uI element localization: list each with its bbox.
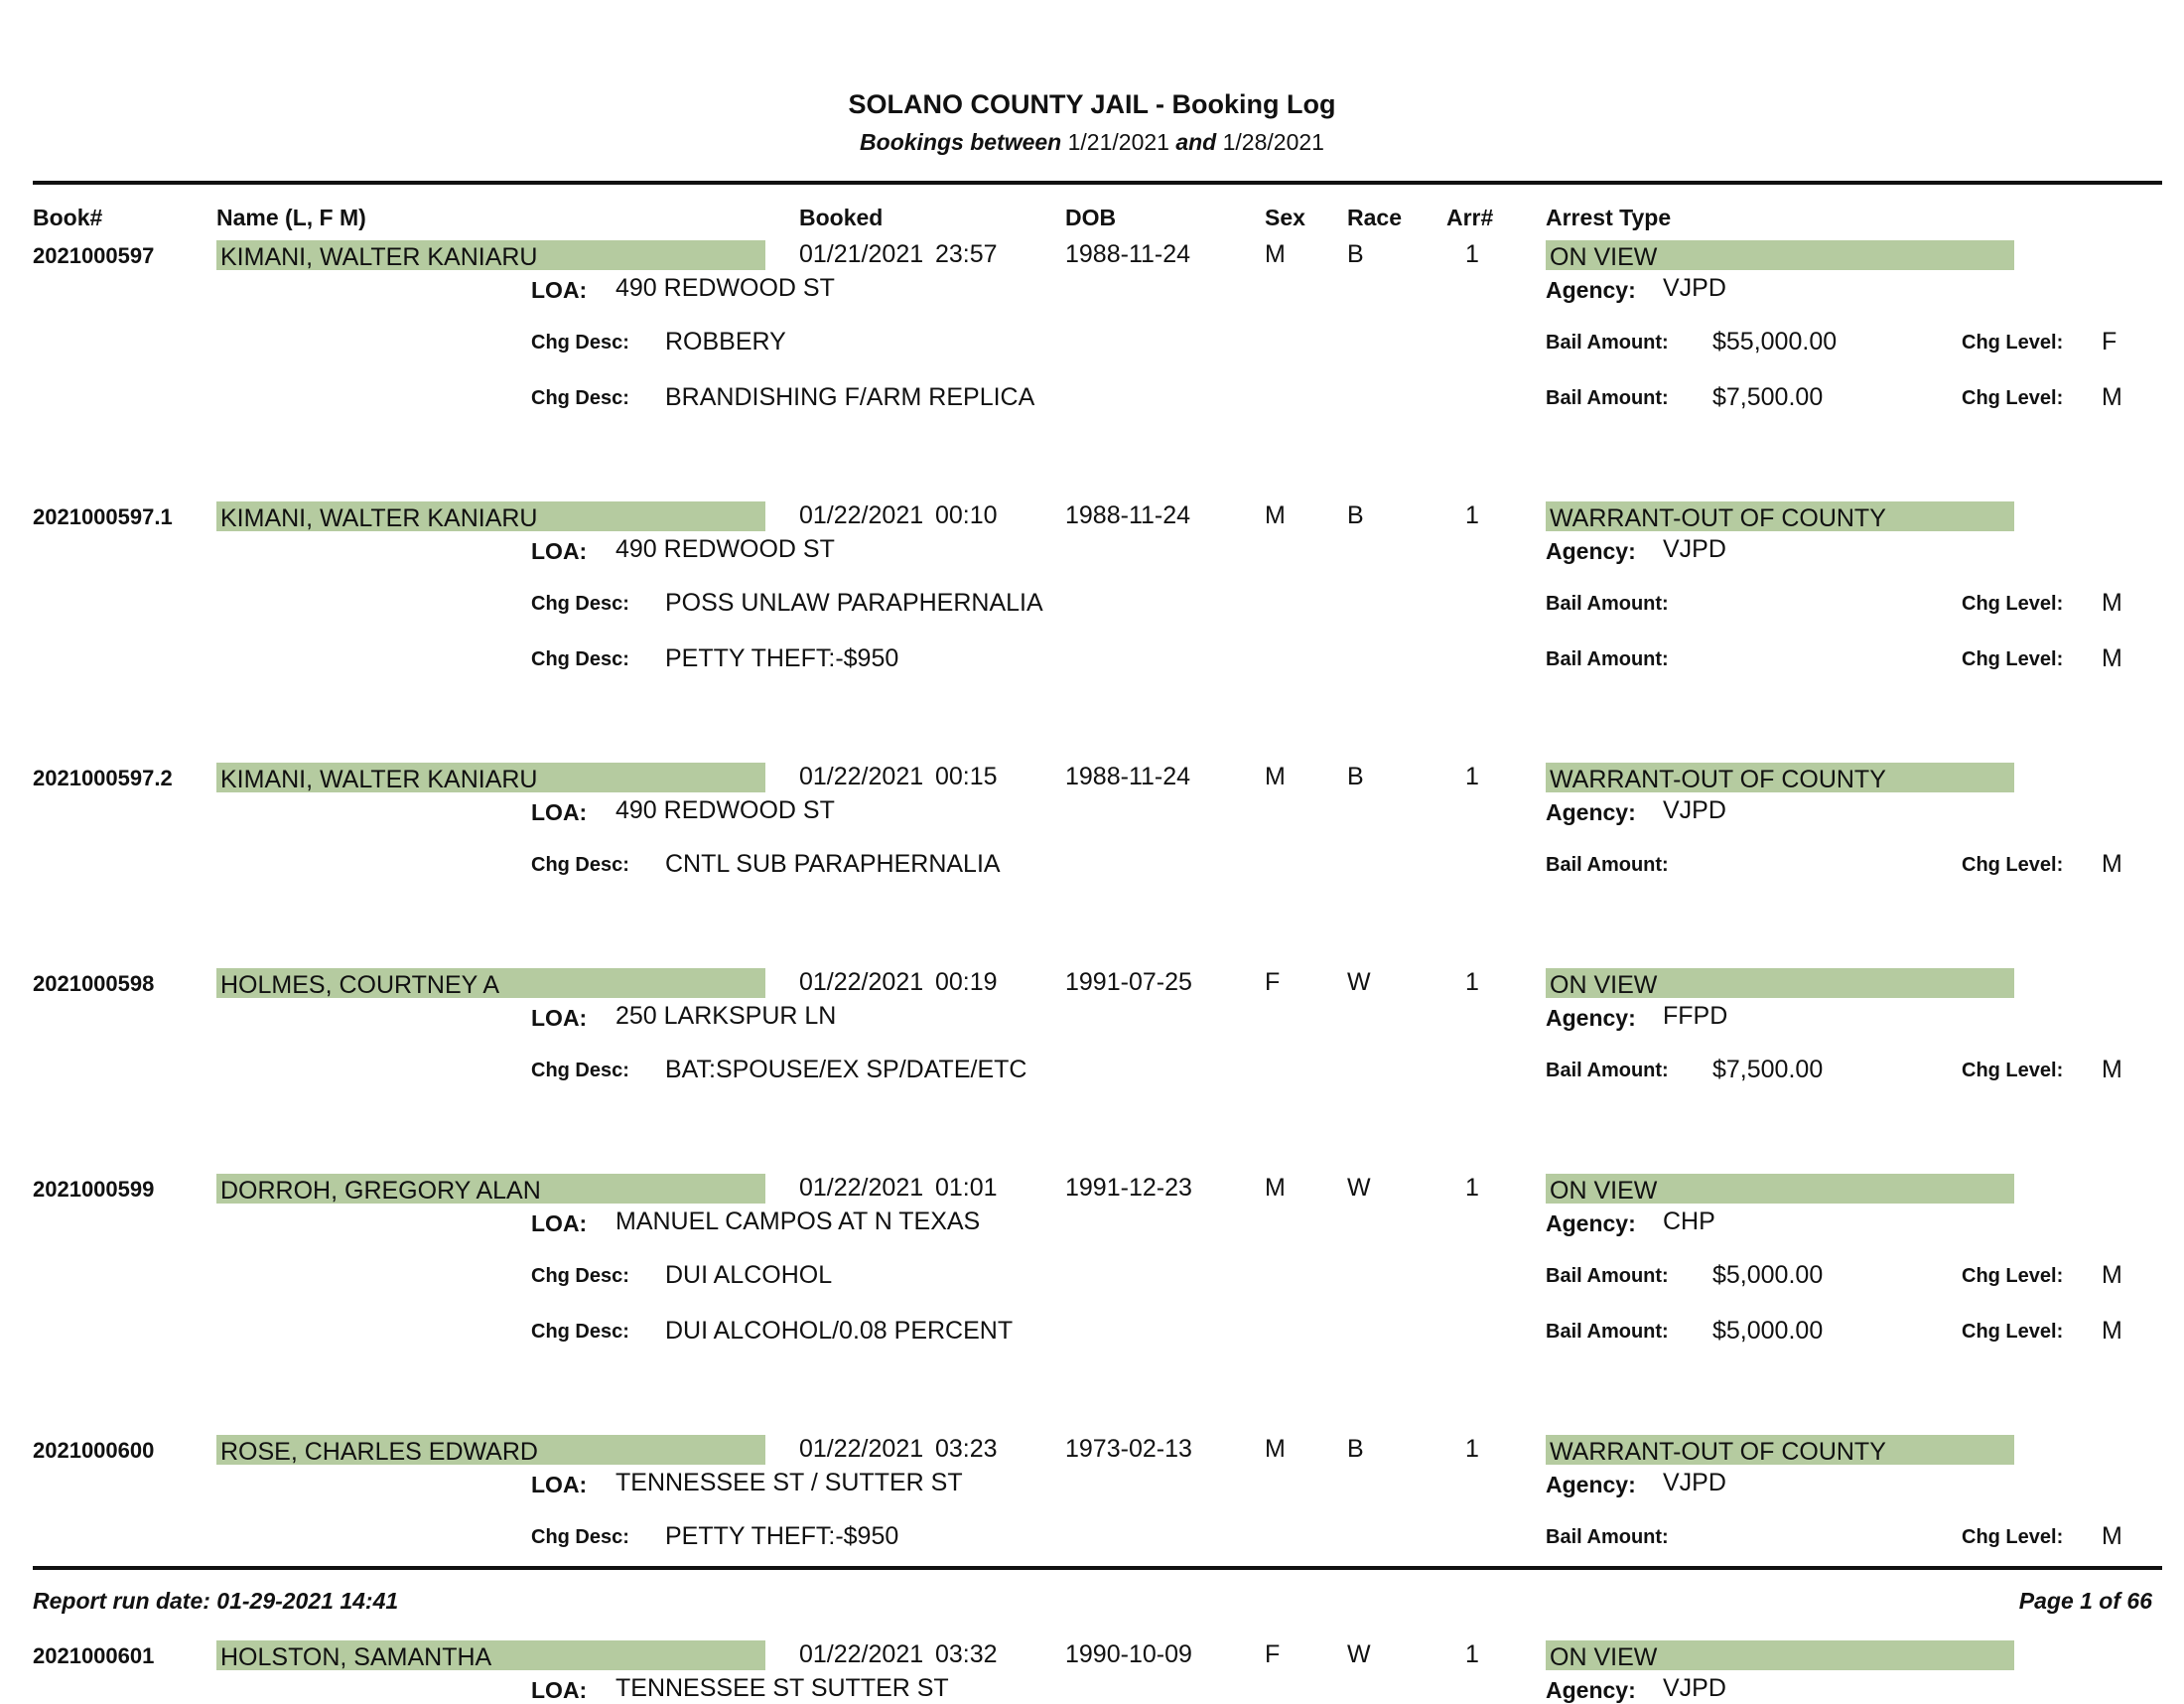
booked-date: 01/22/2021 [799, 1435, 924, 1463]
chg-desc-label: Chg Desc: [531, 854, 629, 876]
agency-label: Agency: [1546, 1472, 1636, 1497]
start-date: 1/21/2021 [1067, 129, 1169, 155]
column-header-race: Race [1347, 205, 1402, 230]
race: W [1347, 1640, 1371, 1668]
chg-level-label: Chg Level: [1962, 332, 2064, 354]
arrest-type: WARRANT-OUT OF COUNTY [1546, 501, 2014, 531]
end-date: 1/28/2021 [1222, 129, 1324, 155]
inmate-name: HOLSTON, SAMANTHA [216, 1640, 765, 1670]
loa-value: 250 LARKSPUR LN [615, 1002, 837, 1030]
loa-label: LOA: [531, 277, 588, 303]
chg-level-label: Chg Level: [1962, 593, 2064, 615]
chg-desc-value: POSS UNLAW PARAPHERNALIA [665, 589, 1043, 617]
bail-amount-value: $55,000.00 [1712, 328, 1838, 355]
inmate-name: ROSE, CHARLES EDWARD [216, 1435, 765, 1465]
sex: F [1265, 1640, 1281, 1668]
agency-label: Agency: [1546, 799, 1636, 825]
sex: M [1265, 763, 1286, 790]
column-header-booked: Booked [799, 205, 884, 230]
arrest-number: 1 [1465, 1435, 1479, 1463]
report-subtitle [0, 129, 2184, 156]
chg-desc-value: DUI ALCOHOL [665, 1261, 833, 1289]
bail-amount-label: Bail Amount: [1546, 332, 1669, 354]
footer-rule [33, 1566, 2162, 1570]
book-number: 2021000600 [33, 1438, 155, 1463]
booked-date: 01/22/2021 [799, 1174, 924, 1202]
arrest-number: 1 [1465, 968, 1479, 996]
loa-value: 490 REDWOOD ST [615, 274, 835, 302]
loa-label: LOA: [531, 1472, 588, 1497]
agency-value: FFPD [1663, 1002, 1728, 1030]
chg-desc-value: PETTY THEFT:-$950 [665, 1522, 899, 1550]
bail-amount-label: Bail Amount: [1546, 1321, 1669, 1343]
loa-label: LOA: [531, 799, 588, 825]
loa-value: TENNESSEE ST / SUTTER ST [615, 1469, 963, 1496]
booked-time: 03:32 [935, 1640, 998, 1668]
chg-level-value: M [2102, 383, 2122, 411]
loa-value: TENNESSEE ST SUTTER ST [615, 1674, 949, 1702]
column-header-name: Name (L, F M) [216, 205, 366, 230]
loa-value: MANUEL CAMPOS AT N TEXAS [615, 1207, 981, 1235]
agency-value: VJPD [1663, 274, 1726, 302]
agency-label: Agency: [1546, 277, 1636, 303]
chg-level-value: M [2102, 850, 2122, 878]
bail-amount-label: Bail Amount: [1546, 854, 1669, 876]
chg-level-label: Chg Level: [1962, 854, 2064, 876]
loa-label: LOA: [531, 1210, 588, 1236]
agency-value: CHP [1663, 1207, 1715, 1235]
arrest-type: ON VIEW [1546, 240, 2014, 270]
bail-amount-value: $5,000.00 [1712, 1317, 1824, 1345]
booked-time: 03:23 [935, 1435, 998, 1463]
book-number: 2021000597.2 [33, 766, 173, 790]
page-number: Page 1 of 66 [2018, 1588, 2152, 1614]
arrest-number: 1 [1465, 763, 1479, 790]
arrest-type: ON VIEW [1546, 968, 2014, 998]
chg-level-value: M [2102, 589, 2122, 617]
chg-desc-value: CNTL SUB PARAPHERNALIA [665, 850, 1001, 878]
chg-desc-label: Chg Desc: [531, 593, 629, 615]
arrest-type: WARRANT-OUT OF COUNTY [1546, 1435, 2014, 1465]
chg-level-label: Chg Level: [1962, 648, 2064, 670]
booked-time: 01:01 [935, 1174, 998, 1202]
bail-amount-label: Bail Amount: [1546, 387, 1669, 409]
bail-amount-label: Bail Amount: [1546, 1265, 1669, 1287]
dob: 1991-07-25 [1065, 968, 1192, 996]
loa-label: LOA: [531, 1677, 588, 1703]
arrest-type: WARRANT-OUT OF COUNTY [1546, 763, 2014, 792]
chg-desc-value: PETTY THEFT:-$950 [665, 644, 899, 672]
chg-desc-label: Chg Desc: [531, 1526, 629, 1548]
arrest-type: ON VIEW [1546, 1174, 2014, 1204]
chg-level-label: Chg Level: [1962, 387, 2064, 409]
inmate-name: HOLMES, COURTNEY A [216, 968, 765, 998]
dob: 1988-11-24 [1065, 240, 1191, 268]
chg-desc-label: Chg Desc: [531, 648, 629, 670]
booked-time: 23:57 [935, 240, 998, 268]
column-header-book: Book# [33, 205, 103, 230]
sex: M [1265, 240, 1286, 268]
loa-label: LOA: [531, 1005, 588, 1031]
race: B [1347, 1435, 1364, 1463]
booked-time: 00:15 [935, 763, 998, 790]
chg-desc-label: Chg Desc: [531, 1060, 629, 1081]
race: W [1347, 1174, 1371, 1202]
chg-level-label: Chg Level: [1962, 1526, 2064, 1548]
book-number: 2021000598 [33, 971, 155, 996]
race: W [1347, 968, 1371, 996]
loa-label: LOA: [531, 538, 588, 564]
inmate-name: KIMANI, WALTER KANIARU [216, 763, 765, 792]
inmate-name: KIMANI, WALTER KANIARU [216, 501, 765, 531]
book-number: 2021000601 [33, 1643, 155, 1668]
chg-level-label: Chg Level: [1962, 1265, 2064, 1287]
chg-desc-label: Chg Desc: [531, 1265, 629, 1287]
bail-amount-value: $7,500.00 [1712, 1056, 1824, 1083]
column-header-dob: DOB [1065, 205, 1117, 230]
book-number: 2021000597.1 [33, 504, 173, 529]
race: B [1347, 240, 1364, 268]
subtitle-and: and [1175, 129, 1217, 155]
bail-amount-label: Bail Amount: [1546, 1526, 1669, 1548]
arrest-number: 1 [1465, 1640, 1479, 1668]
agency-label: Agency: [1546, 1210, 1636, 1236]
bail-amount-label: Bail Amount: [1546, 593, 1669, 615]
book-number: 2021000597 [33, 243, 155, 268]
dob: 1990-10-09 [1065, 1640, 1192, 1668]
column-header-arrest-type: Arrest Type [1546, 205, 1672, 230]
dob: 1988-11-24 [1065, 763, 1191, 790]
chg-desc-value: BAT:SPOUSE/EX SP/DATE/ETC [665, 1056, 1027, 1083]
book-number: 2021000599 [33, 1177, 155, 1202]
chg-level-value: M [2102, 1056, 2122, 1083]
arrest-number: 1 [1465, 240, 1479, 268]
header-rule [33, 181, 2162, 185]
column-header-sex: Sex [1265, 205, 1305, 230]
sex: M [1265, 1174, 1286, 1202]
agency-value: VJPD [1663, 535, 1726, 563]
chg-desc-label: Chg Desc: [531, 332, 629, 354]
agency-value: VJPD [1663, 1674, 1726, 1702]
inmate-name: KIMANI, WALTER KANIARU [216, 240, 765, 270]
booked-date: 01/22/2021 [799, 1640, 924, 1668]
sex: F [1265, 968, 1281, 996]
chg-level-value: M [2102, 1261, 2122, 1289]
agency-label: Agency: [1546, 1005, 1636, 1031]
bail-amount-value: $5,000.00 [1712, 1261, 1824, 1289]
chg-level-value: M [2102, 1317, 2122, 1345]
arrest-type: ON VIEW [1546, 1640, 2014, 1670]
booked-date: 01/21/2021 [799, 240, 924, 268]
dob: 1988-11-24 [1065, 501, 1191, 529]
booked-time: 00:10 [935, 501, 998, 529]
loa-value: 490 REDWOOD ST [615, 535, 835, 563]
loa-value: 490 REDWOOD ST [615, 796, 835, 824]
booked-time: 00:19 [935, 968, 998, 996]
agency-label: Agency: [1546, 1677, 1636, 1703]
column-header-arr: Arr# [1446, 205, 1494, 230]
race: B [1347, 501, 1364, 529]
booked-date: 01/22/2021 [799, 501, 924, 529]
arrest-number: 1 [1465, 501, 1479, 529]
booked-date: 01/22/2021 [799, 763, 924, 790]
bail-amount-label: Bail Amount: [1546, 648, 1669, 670]
subtitle-prefix: Bookings between [860, 129, 1062, 155]
sex: M [1265, 501, 1286, 529]
chg-desc-value: BRANDISHING F/ARM REPLICA [665, 383, 1035, 411]
booked-date: 01/22/2021 [799, 968, 924, 996]
report-run-date: Report run date: 01-29-2021 14:41 [33, 1588, 399, 1614]
dob: 1973-02-13 [1065, 1435, 1192, 1463]
agency-value: VJPD [1663, 1469, 1726, 1496]
chg-desc-label: Chg Desc: [531, 1321, 629, 1343]
dob: 1991-12-23 [1065, 1174, 1192, 1202]
arrest-number: 1 [1465, 1174, 1479, 1202]
chg-level-label: Chg Level: [1962, 1060, 2064, 1081]
chg-desc-value: ROBBERY [665, 328, 786, 355]
bail-amount-label: Bail Amount: [1546, 1060, 1669, 1081]
chg-desc-label: Chg Desc: [531, 387, 629, 409]
sex: M [1265, 1435, 1286, 1463]
race: B [1347, 763, 1364, 790]
chg-level-label: Chg Level: [1962, 1321, 2064, 1343]
chg-level-value: F [2102, 328, 2117, 355]
agency-label: Agency: [1546, 538, 1636, 564]
chg-level-value: M [2102, 1522, 2122, 1550]
chg-level-value: M [2102, 644, 2122, 672]
inmate-name: DORROH, GREGORY ALAN [216, 1174, 765, 1204]
chg-desc-value: DUI ALCOHOL/0.08 PERCENT [665, 1317, 1014, 1345]
bail-amount-value: $7,500.00 [1712, 383, 1824, 411]
report-title: SOLANO COUNTY JAIL - Booking Log [848, 89, 1336, 119]
agency-value: VJPD [1663, 796, 1726, 824]
